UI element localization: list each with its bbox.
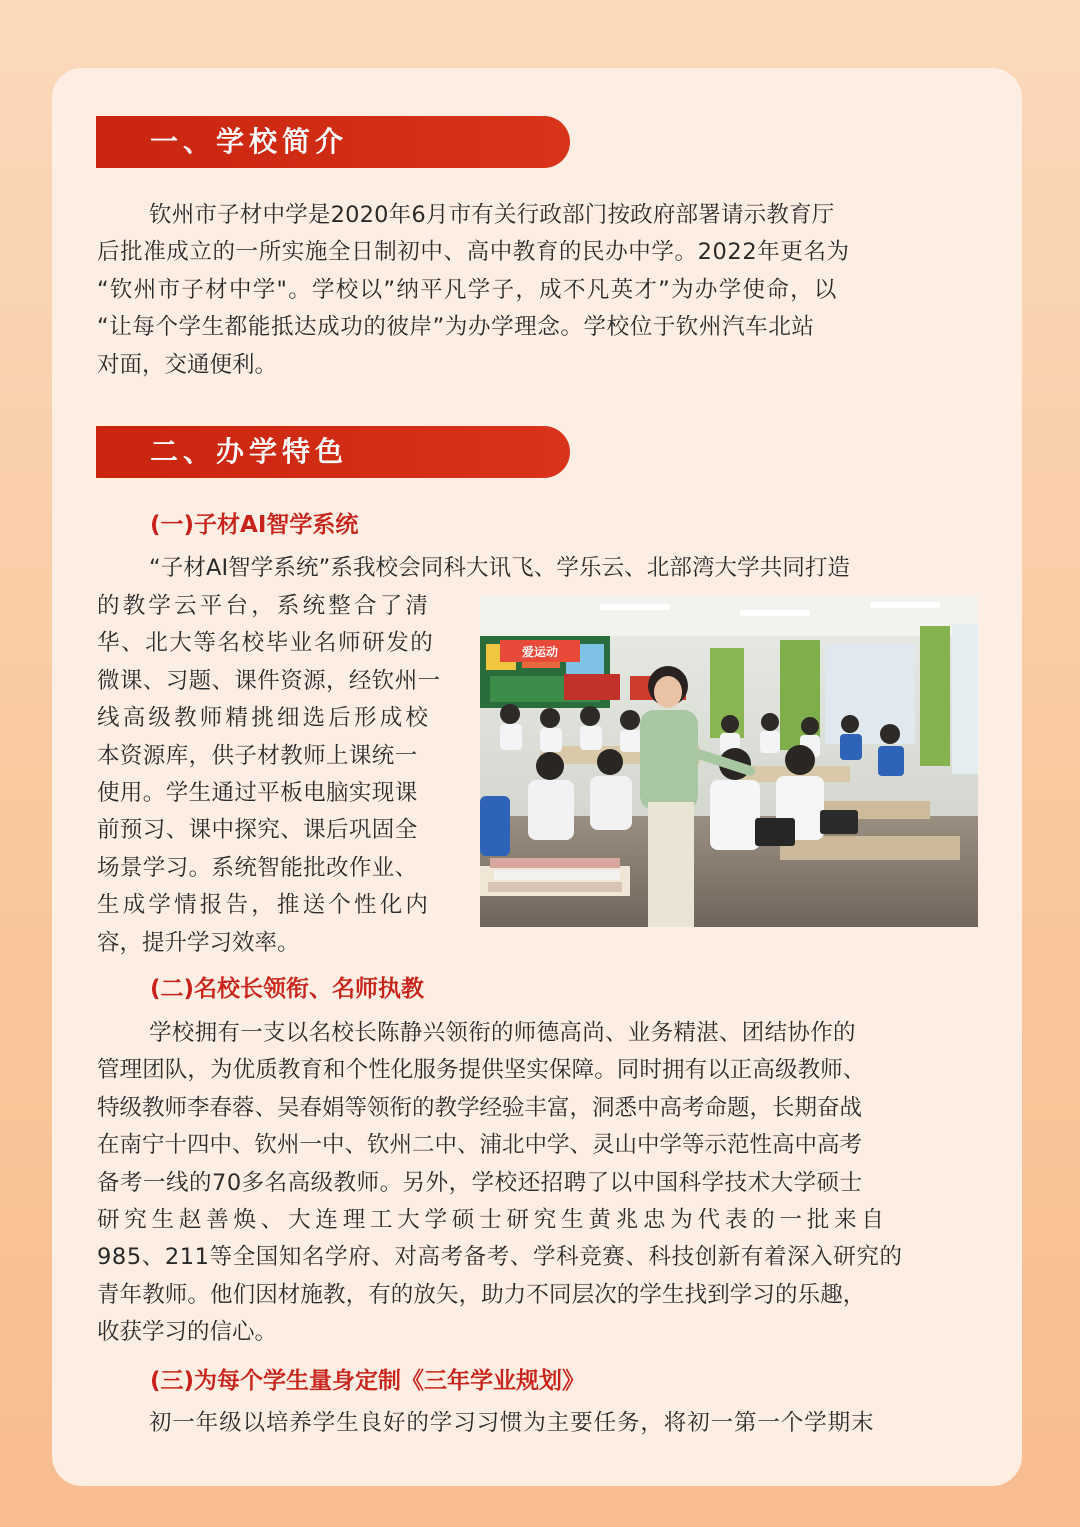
intro-line: 钦州市子材中学是2020年6月市有关行政部门按政府部署请示教育厅 [149,202,835,228]
faculty-paragraph [97,1015,977,1352]
ai-system-first-line: “子材AI智学系统”系我校会同科大讯飞、学乐云、北部湾大学共同打造 [149,555,851,581]
ai-system-line: 的教学云平台，系统整合了清 [97,593,432,619]
ai-system-line: 华、北大等名校毕业名师研发的 [97,630,435,657]
faculty-line: 特级教师李春蓉、吴春娟等领衔的教学经验丰富，洞悉中高考命题，长期奋战 [97,1094,863,1121]
faculty-line: 在南宁十四中、钦州一中、钦州二中、浦北中学、灵山中学等示范性高中高考 [97,1132,863,1159]
academic-plan-line: 初一年级以培养学生良好的学习习惯为主要任务，将初一第一个学期末 [149,1410,875,1436]
ai-system-line: 线高级教师精挑细选后形成校 [97,705,432,732]
subsection-title-academic-plan: (三)为每个学生量身定制《三年学业规划》 [150,1368,586,1394]
intro-line: 对面，交通便利。 [97,351,278,378]
faculty-line: 学校拥有一支以名校长陈静兴领衔的师德高尚、业务精湛、团结协作的 [149,1020,856,1046]
faculty-line: 管理团队，为优质教育和个性化服务提供坚实保障。同时拥有以正高级教师、 [97,1057,866,1084]
academic-plan-paragraph [97,1405,977,1442]
ai-system-line: 前预习、课中探究、课后巩固全 [97,817,418,844]
ai-system-line: 使用。学生通过平板电脑实现课 [97,779,418,806]
faculty-line: 收获学习的信心。 [97,1319,278,1346]
faculty-line: 研究生赵善焕、大连理工大学硕士研究生黄兆忠为代表的一批来自 [97,1206,889,1233]
faculty-line: 青年教师。他们因材施教，有的放矢，助力不同层次的学生找到学习的乐趣， [97,1281,866,1308]
ai-system-line: 本资源库，供子材教师上课统一 [97,742,418,769]
ai-system-line: 微课、习题、课件资源，经钦州一 [97,667,441,694]
section-heading-intro: 一、学校简介 [96,116,570,168]
section-heading-features: 二、办学特色 [96,426,570,478]
ai-system-line: 生成学情报告，推送个性化内 [97,892,432,919]
intro-paragraph [97,197,977,384]
photo-banner-text: 爱运动 [521,645,559,659]
classroom-illustration [480,596,978,927]
subsection-title-ai-system: (一)子材AI智学系统 [150,512,359,538]
ai-system-line: 容，提升学习效率。 [97,929,300,956]
intro-line: “让每个学生都能抵达成功的彼岸”为办学理念。学校位于钦州汽车北站 [97,314,815,341]
intro-line: 后批准成立的一所实施全日制初中、高中教育的民办中学。2022年更名为 [97,239,850,266]
faculty-line: 985、211等全国知名学府、对高考备考、学科竞赛、科技创新有着深入研究的 [97,1244,903,1271]
subsection-title-faculty: (二)名校长领衔、名师执教 [150,976,425,1002]
ai-system-wrapped-text [97,588,467,962]
ai-system-line: 场景学习。系统智能批改作业、 [97,854,418,881]
intro-line: “钦州市子材中学"。学校以”纳平凡学子，成不凡英才”为办学使命，以 [97,276,838,303]
ai-system-paragraph [97,550,977,587]
classroom-photo [480,596,978,927]
faculty-line: 备考一线的70多名高级教师。另外，学校还招聘了以中国科学技术大学硕士 [97,1169,863,1196]
